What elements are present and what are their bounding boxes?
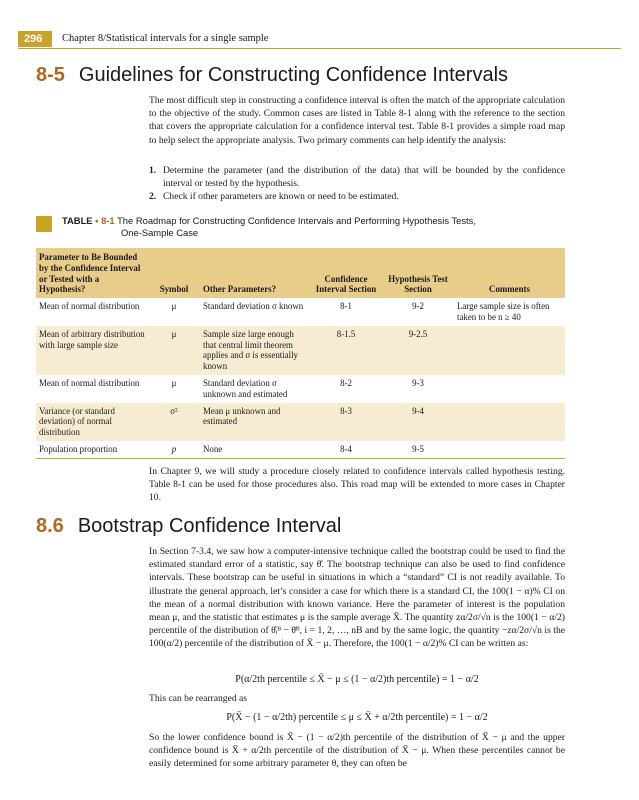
equation-1: P(α/2th percentile ≤ X̄ − μ ≤ (1 − α/2)th percentile) = 1 − α/2	[235, 674, 479, 685]
running-head: Chapter 8/Statistical intervals for a single sample	[62, 33, 269, 44]
col-header-ht-section: Hypothesis Test Section	[388, 273, 448, 295]
table-number: 8-1	[101, 215, 115, 226]
table-label: TABLE	[62, 215, 93, 226]
section-title: Guidelines for Constructing Confidence Intervals	[78, 64, 509, 86]
table-bullet: •	[95, 215, 99, 226]
cell-ci-section: 8-3	[340, 405, 352, 416]
cell-comments	[454, 326, 565, 375]
col-header-ci-section: Confidence Interval Section	[315, 273, 377, 295]
page-number: 296	[18, 31, 52, 47]
list-item-number: 2.	[149, 191, 157, 203]
col-header-parameter: Parameter to Be Bounded by the Confidence Interval or Tested with a Hypothesis?	[39, 252, 141, 295]
bootstrap-paragraph: In Section 7-3.4, we saw how a computer-intensive technique called the bootstrap could be used to find the estimated standard error of a statistic, say θ̂. The bootstrap technique can also be used to find confidence intervals. These bootstrap can be useful in situations in which a “standard” CI is not readily available. To illustrate the general approach, let’s consider a case for which there is a standard CI, the 100(1 − α)% CI on the mean of a normal distribution with known variance. Here the parameter of interest is the population mean μ, and the statistic that estimates μ is the sample average X̄. The quantity zα/2σ/√n is the 100(1 − α/2) percentile of the distribution of θ̂ᵢᴮ − θ̄ᴮ, i = 1, 2, …, nB and by the same logic, the quantity −zα/2σ/√n is the 100(α/2) percentile of the distribution of X̄ − μ. Therefore, the 100(1 − α/2)% CI can be written as:	[149, 546, 565, 650]
section-8-6-heading	[36, 515, 341, 538]
table-row	[36, 298, 565, 326]
cell-symbol: μ	[171, 377, 177, 388]
cell-comments	[454, 441, 565, 458]
table-header-row	[36, 248, 565, 298]
cell-symbol: μ	[171, 301, 177, 312]
cell-parameter: Population proportion	[36, 441, 148, 458]
rearranged-paragraph: This can be rearranged as	[149, 693, 248, 704]
cell-ht-section: 9-4	[412, 405, 424, 416]
cell-ci-section: 8-1	[340, 301, 352, 312]
table-title-line1: The Roadmap for Constructing Confidence Intervals and Performing Hypothesis Tests,	[117, 215, 476, 226]
col-header-comments: Comments	[489, 284, 530, 295]
bounds-paragraph: So the lower confidence bound is X̄ − (1 − α/2)th percentile of the distribution of X̄ − μ and the upper confidence bound is X̄ + α/2th percentile of the distribution of X̄ − μ. When these percentiles cannot be easily determined for some arbitrary parameter θ, they can often be	[149, 732, 565, 770]
cell-symbol: μ	[171, 328, 177, 339]
cell-parameter: Mean of normal distribution	[39, 301, 140, 312]
cell-ht-section: 9-5	[382, 441, 454, 458]
cell-ht-section: 9-2	[412, 301, 424, 312]
intro-paragraph: The most difficult step in constructing a confidence interval is often the match of the appropriate calculation to the objective of the study. Common cases are listed in Table 8-1 along with the reference to the section that covers the appropriate calculation for a confidence interval test. Table 8-1 provides a simple road map to help select the appropriate analysis. Two primary comments can help identify the analysis:	[149, 95, 565, 146]
cell-other: Mean μ unknown and estimated	[203, 405, 281, 427]
guideline-list	[149, 164, 565, 204]
after-table-paragraph: In Chapter 9, we will study a procedure closely related to confidence intervals called hypothesis testing. Table 8-1 can be used for those procedures also. This road map will be extended to more cases in Chapter 10.	[149, 466, 565, 504]
table-title-line2: One-Sample Case	[121, 227, 199, 238]
table-row	[36, 403, 565, 441]
cell-ci-section: 8-1.5	[336, 328, 356, 339]
section-title: Bootstrap Confidence Interval	[77, 515, 342, 537]
equation-2: P(X̄ − (1 − α/2th) percentile ≤ μ ≤ X̄ + α/2th percentile) = 1 − α/2	[226, 712, 488, 723]
cell-parameter: Mean of normal distribution	[39, 377, 140, 388]
list-item	[149, 164, 565, 190]
list-item	[149, 190, 565, 203]
table-row	[36, 326, 565, 375]
cell-parameter: Variance (or standard deviation) of normal distribution	[39, 405, 115, 438]
cell-other: Standard deviation σ known	[203, 301, 304, 312]
cell-ci-section: 8-2	[340, 377, 352, 388]
section-number: 8.6	[36, 515, 64, 537]
table-row	[36, 441, 565, 458]
cell-comments: Large sample size is often taken to be n ≥ 40	[457, 301, 550, 322]
cell-symbol: p	[148, 441, 200, 458]
cell-other: Sample size large enough that central limit theorem applies and σ is essentially known	[203, 328, 298, 372]
cell-ht-section: 9-2.5	[408, 328, 428, 339]
list-item-text: Determine the parameter (and the distribution of the data) that will be bounded by the confidence interval or tested by the hypothesis.	[163, 165, 565, 190]
cell-ht-section: 9-3	[412, 377, 424, 388]
section-number: 8-5	[36, 64, 65, 86]
list-item-text: Check if other parameters are known or need to be estimated.	[163, 191, 399, 203]
caption-marker	[36, 216, 52, 232]
list-item-number: 1.	[149, 165, 157, 176]
cell-other: Standard deviation σ unknown and estimated	[203, 377, 288, 399]
table-row	[36, 375, 565, 403]
col-header-other: Other Parameters?	[203, 284, 277, 295]
cell-ci-section: 8-4	[310, 441, 382, 458]
cell-other: None	[200, 441, 310, 458]
col-header-symbol: Symbol	[159, 284, 189, 295]
roadmap-table	[36, 248, 565, 459]
cell-parameter: Mean of arbitrary distribution with large sample size	[39, 328, 145, 350]
cell-symbol: σ²	[170, 405, 178, 416]
header-rule	[18, 48, 621, 49]
cell-comments	[454, 375, 565, 403]
cell-comments	[454, 403, 565, 441]
section-8-5-heading	[36, 64, 508, 87]
page-header	[18, 31, 621, 49]
